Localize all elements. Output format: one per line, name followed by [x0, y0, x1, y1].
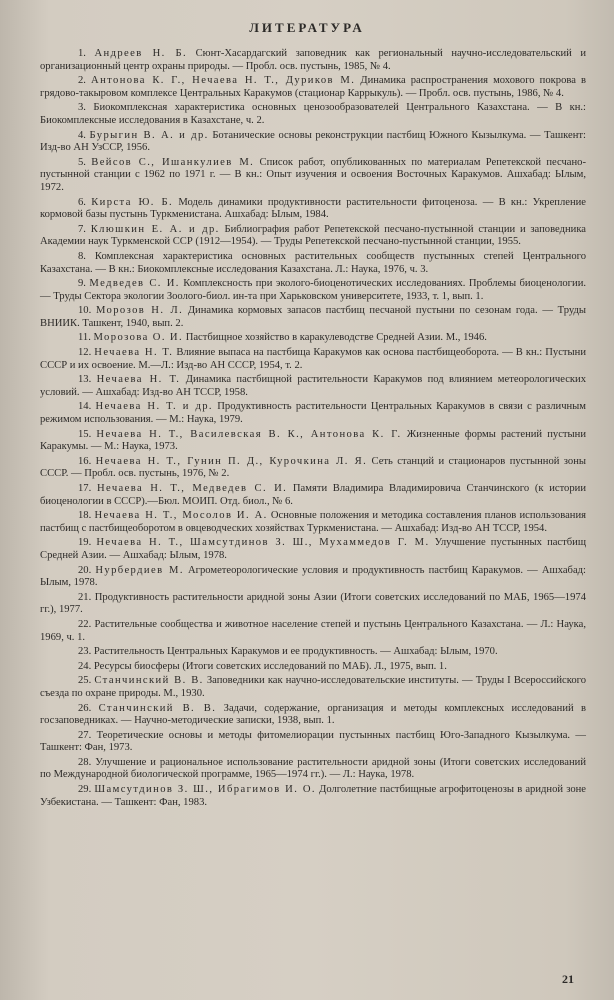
- reference-number: 27: [78, 729, 89, 741]
- reference-authors: Нурбердиев М.: [95, 564, 184, 576]
- reference-text: Долголетние пастбищные агрофитоценозы в аридной зоне Узбекистана. — Ташкент: Фан, 1983.: [40, 784, 587, 808]
- reference-number: 21: [78, 591, 89, 603]
- reference-item: 5. Вейсов С., Ишанкулиев М. Список работ, опубликованных по материалам Репетекской песчано-пустынной станции с 1962 по 1971 г. — В кн.: Опыт изучения и освоения Восточных Каракумов. Ашхабад: Ылым, 1972.: [40, 156, 586, 193]
- reference-text: Продуктивность растительности аридной зоны Азии (Итоги советских исследований по МАБ, 1965—1974 гг.), 1977.: [40, 591, 586, 616]
- reference-authors: Морозова О. И.: [93, 332, 184, 344]
- reference-text: Библиография работ Репетекской песчано-пустынной станции и заповедника Академии наук Туркменской ССР (1912—1954). — Труды Репетекской песчано-пустынной станции, 1955.: [40, 223, 587, 248]
- reference-text: Ресурсы биосферы (Итоги советских исследований по МАБ). Л., 1975, вып. 1.: [93, 660, 447, 672]
- reference-authors: Кирста Ю. Б.: [91, 196, 174, 208]
- reference-item: 10. Морозов Н. Л. Динамика кормовых запасов пастбищ песчаной пустыни по сезонам года. — Труды ВНИИК. Ташкент, 1940, вып. 2.: [40, 305, 586, 329]
- reference-number: 14: [78, 401, 89, 413]
- reference-text: Заповедники как научно-исследовательские институты. — Труды I Всероссийского съезда по охране природы. М., 1930.: [40, 675, 587, 699]
- reference-text: Растительность Центральных Каракумов и ее продуктивность. — Ашхабад: Ылым, 1970.: [93, 646, 498, 658]
- reference-authors: Нечаева Н. Т.: [94, 347, 174, 359]
- reference-item: 27. Теоретические основы и методы фитомелиорации пустынных пастбищ Юго-Западного Кызылкума. — Ташкент: Фан, 1973.: [40, 729, 586, 754]
- reference-item: 23. Растительность Центральных Каракумов и ее продуктивность. — Ашхабад: Ылым, 1970.: [78, 646, 498, 658]
- reference-text: Растительные сообщества и животное население степей и пустынь Центрального Казахстана. — Л.: Наука, 1969, ч. 1.: [40, 618, 586, 643]
- page-number: 21: [562, 972, 574, 986]
- reference-item: 29. Шамсутдинов З. Ш., Ибрагимов И. О. Долголетние пастбищные агрофитоценозы в аридной зоне Узбекистана. — Ташкент: Фан, 1983.: [40, 784, 587, 808]
- reference-item: 28. Улучшение и рациональное использование растительности аридной зоны (Итоги советских исследований по Международной биологической программе, 1965—1974 гг.). — Л.: Наука, 1978.: [40, 756, 587, 781]
- reference-number: 19: [78, 537, 89, 549]
- reference-item: 19. Нечаева Н. Т., Шамсутдинов З. Ш., Мухаммедов Г. М. Улучшение пустынных пастбищ Средней Азии. — Ашхабад: Ылым, 1978.: [40, 537, 586, 561]
- reference-number: 12: [78, 347, 89, 359]
- reference-number: 8: [78, 250, 84, 262]
- reference-text: Теоретические основы и методы фитомелиорации пустынных пастбищ Юго-Западного Кызылкума. — Ташкент: Фан, 1973.: [40, 729, 586, 754]
- reference-item: 2. Антонова К. Г., Нечаева Н. Т., Дуриков М. Динамика распространения мохового покрова в грядово-такыровом комплексе Центральных Каракумов (стационар Каррыкуль). — Пробл. осв. пустынь, 1986, № 4.: [40, 75, 586, 99]
- reference-authors: Андреев Н. Б.: [94, 48, 188, 59]
- reference-number: 7: [78, 223, 84, 235]
- reference-number: 9: [78, 278, 84, 290]
- reference-item: 25. Станчинский В. В. Заповедники как научно-исследовательские институты. — Труды I Всероссийского съезда по охране природы. М., 1930.: [40, 675, 587, 699]
- reference-authors: Нечаева Н. Т. и др.: [95, 401, 213, 413]
- reference-item: 12. Нечаева Н. Т. Влияние выпаса на пастбища Каракумов как основа пастбищеоборота. — В кн.: Пустыни СССР и их освоение. М.—Л.: Изд-во АН СССР, 1954, т. 2.: [40, 347, 586, 371]
- reference-number: 18: [78, 510, 89, 522]
- reference-text: Улучшение и рациональное использование растительности аридной зоны (Итоги советских исследований по Международной биологической программе, 1965—1974 гг.). — Л.: Наука, 1978.: [40, 756, 587, 781]
- reference-text: Модель динамики продуктивности растительности фитоценоза. — В кн.: Укрепление кормовой базы пустынь Туркменистана. Ашхабад: Ылым, 1984.: [40, 196, 587, 221]
- reference-number: 23: [78, 646, 89, 658]
- reference-number: 13: [78, 374, 89, 386]
- reference-number: 5: [78, 156, 84, 168]
- reference-authors: Нечаева Н. Т., Гунин П. Д., Курочкина Л. Я.: [95, 455, 368, 467]
- reference-item: 15. Нечаева Н. Т., Василевская В. К., Антонова К. Г. Жизненные формы растений пустыни Каракумы. — М.: Наука, 1973.: [40, 428, 586, 453]
- reference-text: Комплексная характеристика основных растительных сообществ пустынных степей Центрального Казахстана. — В кн.: Биокомплексные исследования Казахстана. Л.: Наука, 1976, ч. 3.: [40, 250, 586, 275]
- reference-number: 26: [78, 702, 89, 714]
- reference-item: 26. Станчинский В. В. Задачи, содержание, организация и методы комплексных исследований в госзаповедниках. — Научно-методические записки, 1938, вып. 1.: [40, 702, 586, 727]
- reference-number: 16: [78, 455, 89, 467]
- reference-number: 10: [78, 305, 89, 317]
- reference-text: Жизненные формы растений пустыни Каракумы. — М.: Наука, 1973.: [40, 428, 586, 453]
- reference-number: 15: [78, 428, 89, 440]
- reference-item: 24. Ресурсы биосферы (Итоги советских исследований по МАБ). Л., 1975, вып. 1.: [78, 660, 447, 672]
- reference-item: 11. Морозова О. И. Пастбищное хозяйство в каракулеводстве Средней Азии. М., 1946.: [78, 332, 487, 344]
- reference-authors: Нечаева Н. Т., Медведев С. И.: [96, 483, 288, 494]
- reference-item: 1. Андреев Н. Б. Сюнт-Хасардагский заповедник как региональный научно-исследовательский и организационный центр охраны природы. — Пробл. осв. пустынь, 1985, № 4.: [40, 48, 586, 72]
- reference-item: 7. Клюшкин Е. А. и др. Библиография работ Репетекской песчано-пустынной станции и заповедника Академии наук Туркменской ССР (1912—1954). — Труды Репетекской песчано-пустынной станции, 1955.: [40, 223, 587, 248]
- reference-authors: Антонова К. Г., Нечаева Н. Т., Дуриков М.: [91, 75, 356, 87]
- page-title: ЛИТЕРАТУРА: [249, 20, 365, 35]
- reference-authors: Станчинский В. В.: [94, 675, 204, 687]
- reference-list: [40, 48, 586, 811]
- reference-item: 14. Нечаева Н. Т. и др. Продуктивность растительности Центральных Каракумов в связи с различным режимом использования. — М.: Наука, 1979.: [40, 401, 587, 426]
- reference-number: 24: [78, 660, 89, 672]
- reference-number: 2: [78, 75, 84, 87]
- reference-number: 28: [78, 756, 89, 768]
- reference-text: Сеть станций и стационаров пустынной зоны СССР. — Пробл. осв. пустынь, 1976, № 2.: [40, 455, 587, 480]
- reference-authors: Морозов Н. Л.: [95, 305, 184, 317]
- reference-number: 4: [78, 129, 84, 141]
- reference-text: Влияние выпаса на пастбища Каракумов как основа пастбищеоборота. — В кн.: Пустыни СССР и их освоение. М.—Л.: Изд-во АН СССР, 1954, т. 2.: [40, 347, 586, 371]
- reference-authors: Станчинский В. В.: [98, 702, 217, 714]
- reference-text: Комплексность при эколого-биоценотических исследованиях. Проблемы биоценологии. — Труды Сектора экологии Зоолого-биол. ин-та при Харьковском университете, 1933, т. 1, вып. 1.: [40, 278, 587, 302]
- reference-number: 25: [78, 675, 89, 687]
- reference-text: Улучшение пустынных пастбищ Средней Азии. — Ашхабад: Ылым, 1978.: [40, 537, 586, 561]
- reference-item: 3. Биокомплексная характеристика основных ценозообразователей Центрального Казахстана. — В кн.: Биокомплексные исследования в Казахстане, ч. 2.: [40, 102, 586, 126]
- reference-authors: Медведев С. И.: [89, 278, 180, 290]
- reference-item: 18. Нечаева Н. Т., Мосолов И. А. Основные положения и методика составления планов использования пастбищ с пастбищеоборотом в овцеводческих хозяйствах Туркменистана. — Ашхабад: Изд-во АН ТССР, 1954.: [40, 510, 586, 534]
- reference-item: 16. Нечаева Н. Т., Гунин П. Д., Курочкина Л. Я. Сеть станций и стационаров пустынной зоны СССР. — Пробл. осв. пустынь, 1976, № 2.: [40, 455, 587, 480]
- reference-authors: Нечаева Н. Т., Шамсутдинов З. Ш., Мухаммедов Г. М.: [96, 537, 430, 549]
- reference-text: Биокомплексная характеристика основных ценозообразователей Центрального Казахстана. — В кн.: Биокомплексные исследования в Казахстане, ч. 2.: [40, 102, 586, 126]
- reference-text: Агрометеорологические условия и продуктивность пастбищ Каракумов. — Ашхабад: Ылым, 1978.: [40, 564, 586, 589]
- reference-number: 1: [78, 48, 84, 59]
- reference-item: 9. Медведев С. И. Комплексность при эколого-биоценотических исследованиях. Проблемы биоценологии. — Труды Сектора экологии Зоолого-биол. ин-та при Харьковском университете, 1933, т. 1, вып. 1.: [40, 278, 587, 302]
- reference-authors: Нечаева Н. Т.: [96, 374, 181, 386]
- reference-item: 17. Нечаева Н. Т., Медведев С. И. Памяти Владимира Владимировича Станчинского (к истории биоценологии в СССР).—Бюл. МОИП. Отд. биол., № 6.: [40, 483, 586, 507]
- reference-text: Основные положения и методика составления планов использования пастбищ с пастбищеоборотом в овцеводческих хозяйствах Туркменистана. — Ашхабад: Изд-во АН ТССР, 1954.: [40, 510, 586, 534]
- reference-item: 4. Бурыгин В. А. и др. Ботанические основы реконструкции пастбищ Южного Кызылкума. — Ташкент: Изд-во АН УзССР, 1956.: [40, 129, 586, 154]
- reference-number: 22: [78, 618, 89, 630]
- reference-text: Сюнт-Хасардагский заповедник как региональный научно-исследовательский и организационный центр охраны природы. — Пробл. осв. пустынь, 1985, № 4.: [40, 48, 586, 72]
- reference-authors: Шамсутдинов З. Ш., Ибрагимов И. О.: [94, 784, 316, 796]
- reference-text: Пастбищное хозяйство в каракулеводстве Средней Азии. М., 1946.: [185, 332, 487, 344]
- reference-number: 3: [78, 102, 84, 114]
- reference-text: Динамика пастбищной растительности Каракумов под влиянием метеорологических условий. — Ашхабад: Изд-во АН ТССР, 1958.: [40, 374, 587, 398]
- reference-authors: Клюшкин Е. А. и др.: [90, 223, 220, 235]
- reference-item: 13. Нечаева Н. Т. Динамика пастбищной растительности Каракумов под влиянием метеорологических условий. — Ашхабад: Изд-во АН ТССР, 1958.: [40, 374, 587, 398]
- reference-item: 21. Продуктивность растительности аридной зоны Азии (Итоги советских исследований по МАБ, 1965—1974 гг.), 1977.: [40, 591, 586, 616]
- reference-text: Динамика распространения мохового покрова в грядово-такыровом комплексе Центральных Каракумов (стационар Каррыкуль). — Пробл. осв. пустынь, 1986, № 4.: [40, 75, 586, 99]
- reference-number: 29: [78, 784, 89, 796]
- reference-number: 20: [78, 564, 89, 576]
- reference-item: 22. Растительные сообщества и животное население степей и пустынь Центрального Казахстана. — Л.: Наука, 1969, ч. 1.: [40, 618, 586, 643]
- reference-item: 20. Нурбердиев М. Агрометеорологические условия и продуктивность пастбищ Каракумов. — Ашхабад: Ылым, 1978.: [40, 564, 586, 589]
- reference-number: 11: [78, 332, 89, 344]
- reference-text: Динамика кормовых запасов пастбищ песчаной пустыни по сезонам года. — Труды ВНИИК. Ташкент, 1940, вып. 2.: [40, 305, 586, 329]
- reference-text: Список работ, опубликованных по материалам Репетекской песчано-пустынной станции с 1962 по 1971 г. — В кн.: Опыт изучения и освоения Восточных Каракумов. Ашхабад: Ылым, 1972.: [40, 156, 586, 193]
- reference-text: Задачи, содержание, организация и методы комплексных исследований в госзаповедниках. — Научно-методические записки, 1938, вып. 1.: [40, 702, 586, 727]
- reference-authors: Нечаева Н. Т., Василевская В. К., Антонова К. Г.: [96, 428, 402, 440]
- reference-text: Продуктивность растительности Центральных Каракумов в связи с различным режимом использования. — М.: Наука, 1979.: [40, 401, 587, 426]
- reference-authors: Вейсов С., Ишанкулиев М.: [91, 156, 255, 168]
- reference-item: 6. Кирста Ю. Б. Модель динамики продуктивности растительности фитоценоза. — В кн.: Укрепление кормовой базы пустынь Туркменистана. Ашхабад: Ылым, 1984.: [40, 196, 587, 221]
- reference-authors: Нечаева Н. Т., Мосолов И. А.: [94, 510, 268, 522]
- reference-number: 17: [78, 483, 89, 494]
- reference-text: Ботанические основы реконструкции пастбищ Южного Кызылкума. — Ташкент: Изд-во АН УзССР, 1956.: [40, 129, 586, 154]
- reference-number: 6: [78, 196, 84, 208]
- reference-text: Памяти Владимира Владимировича Станчинского (к истории биоценологии в СССР).—Бюл. МОИП. Отд. биол., № 6.: [40, 483, 586, 507]
- reference-authors: Бурыгин В. А. и др.: [89, 129, 209, 141]
- reference-item: 8. Комплексная характеристика основных растительных сообществ пустынных степей Центрального Казахстана. — В кн.: Биокомплексные исследования Казахстана. Л.: Наука, 1976, ч. 3.: [40, 250, 586, 275]
